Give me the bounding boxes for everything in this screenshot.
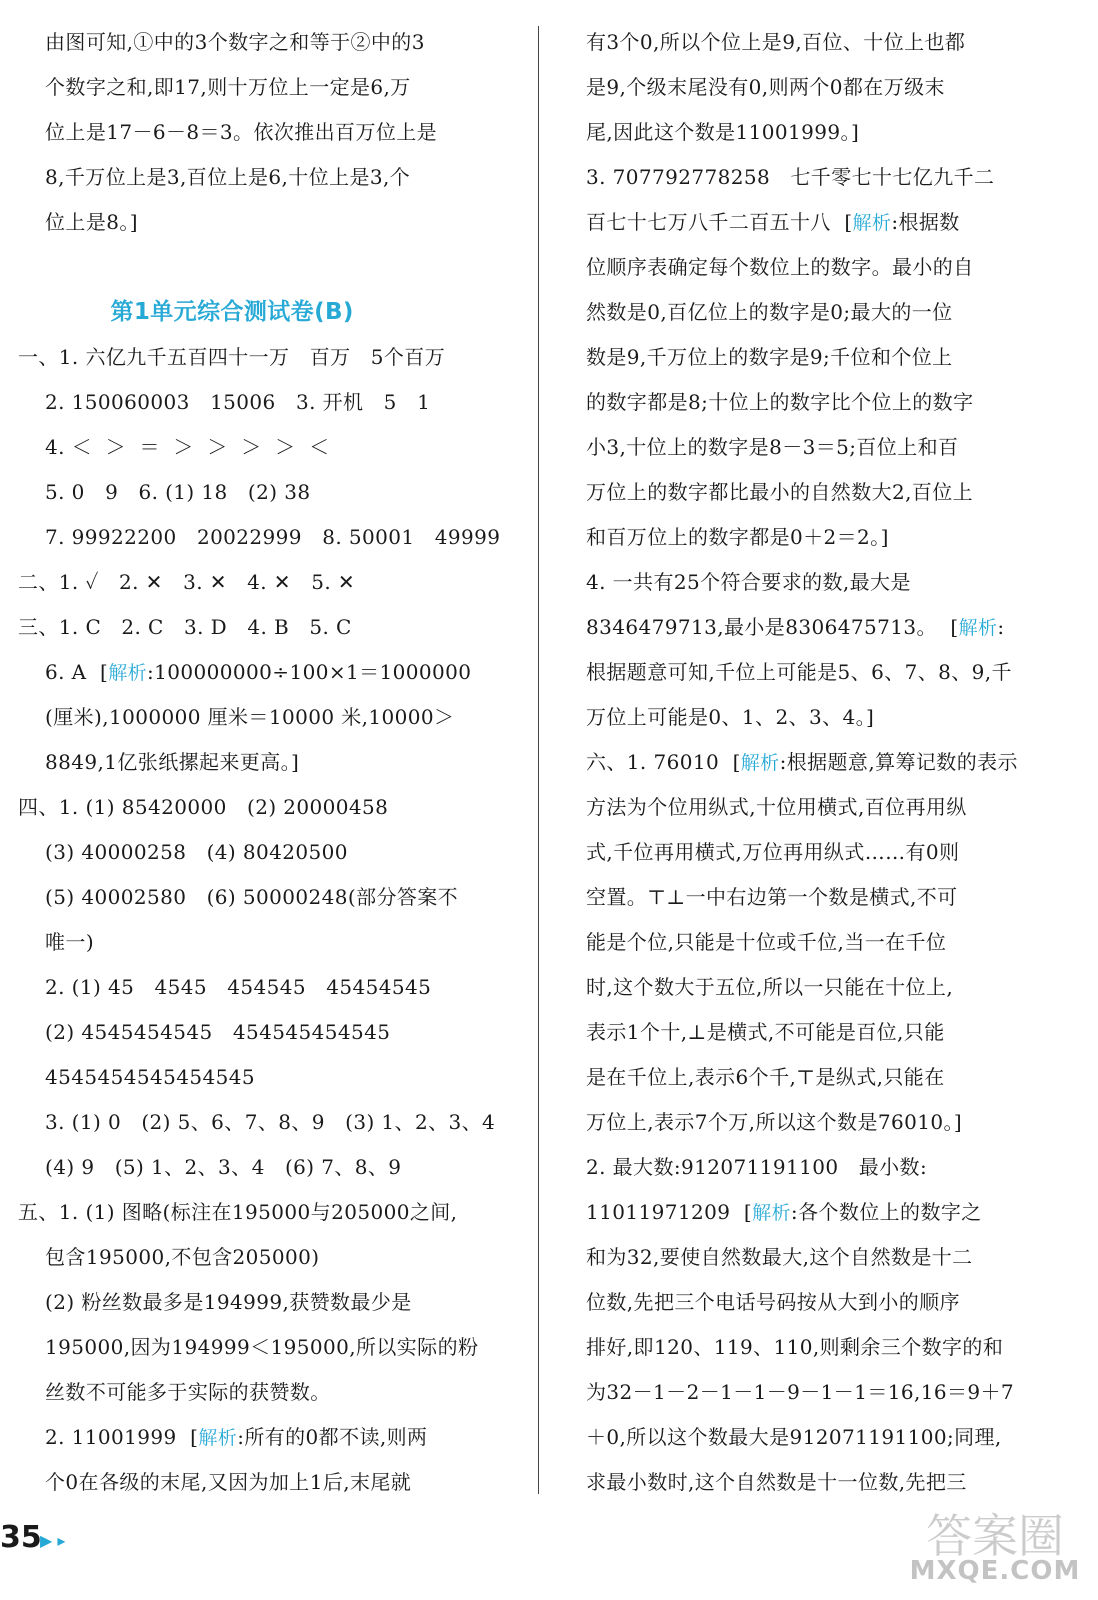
text-line: 195000,因为194999＜195000,所以实际的粉 <box>18 1335 479 1359</box>
text-line: 求最小数时,这个自然数是十一位数,先把三 <box>586 1470 967 1494</box>
text-line: 2. (1) 45 4545 454545 45454545 <box>18 975 432 999</box>
text-line <box>586 740 1066 785</box>
text-line: 和百万位上的数字都是0＋2＝2。] <box>586 525 889 549</box>
text-line: 个0在各级的末尾,又因为加上1后,末尾就 <box>18 1470 412 1494</box>
text-line: 小3,十位上的数字是8－3＝5;百位上和百 <box>586 435 959 459</box>
text-line: 有3个0,所以个位上是9,百位、十位上也都 <box>586 30 966 54</box>
text-line: 和为32,要使自然数最大,这个自然数是十二 <box>586 1245 973 1269</box>
watermark-logo: 答案圈 <box>926 1509 1064 1563</box>
analysis-label: 解析 <box>852 212 892 234</box>
line-text: 11011971209 [ <box>586 1200 753 1224</box>
line-text: :根据数 <box>891 210 960 234</box>
section-title: 第1单元综合测试卷(B) <box>18 299 354 325</box>
column-divider <box>538 26 539 1494</box>
analysis-label: 解析 <box>752 1202 791 1224</box>
text-line <box>586 1190 1066 1235</box>
text-line <box>586 605 1066 650</box>
analysis-label: 解析 <box>198 1427 238 1449</box>
text-line: 8,千万位上是3,百位上是6,十位上是3,个 <box>18 165 411 189</box>
text-line: ＋0,所以这个数最大是912071191100;同理, <box>586 1425 1002 1449</box>
analysis-label: 解析 <box>958 617 998 639</box>
text-line: 丝数不可能多于实际的获赞数。 <box>18 1380 331 1404</box>
text-line: 8849,1亿张纸摞起来更高。] <box>18 750 300 774</box>
text-line: 五、1. (1) 图略(标注在195000与205000之间, <box>18 1200 458 1224</box>
text-line: 5. 0 9 6. (1) 18 (2) 38 <box>18 480 311 504</box>
line-text: 2. 11001999 [ <box>18 1425 199 1449</box>
text-line: 位顺序表确定每个数位上的数字。最小的自 <box>586 255 974 279</box>
text-line: 位上是17－6－8＝3。依次推出百万位上是 <box>18 120 438 144</box>
text-line <box>18 1415 518 1460</box>
text-line: 根据题意可知,千位上可能是5、6、7、8、9,千 <box>586 660 1012 684</box>
text-line: 表示1个十,⊥是横式,不可能是百位,只能 <box>586 1020 945 1044</box>
text-line: 是在千位上,表示6个千,⊤是纵式,只能在 <box>586 1065 945 1089</box>
text-line: 唯一) <box>18 930 95 954</box>
page-number: 35 <box>0 1520 42 1555</box>
text-line: 个数字之和,即17,则十万位上一定是6,万 <box>18 75 411 99</box>
analysis-label: 解析 <box>740 752 780 774</box>
text-line <box>18 650 518 695</box>
right-column <box>586 20 1066 1505</box>
text-line: (2) 4545454545 454545454545 <box>18 1020 391 1044</box>
text-line: (厘米),1000000 厘米＝10000 米,10000＞ <box>18 705 455 729</box>
text-line: 空置。⊤⊥一中右边第一个数是横式,不可 <box>586 885 958 909</box>
text-line: 式,千位再用横式,万位再用纵式……有0则 <box>586 840 960 864</box>
text-line: 3. (1) 0 (2) 5、6、7、8、9 (3) 1、2、3、4 <box>18 1110 496 1134</box>
line-text: 8346479713,最小是8306475713。 [ <box>586 615 959 639</box>
watermark-url: MXQE.COM <box>909 1556 1081 1586</box>
text-line: 万位上的数字都比最小的自然数大2,百位上 <box>586 480 974 504</box>
text-line: 由图可知,①中的3个数字之和等于②中的3 <box>18 30 425 54</box>
text-line: 数是9,千万位上的数字是9;千位和个位上 <box>586 345 953 369</box>
line-text: :100000000÷100×1＝1000000 <box>147 660 472 684</box>
text-line: 位上是8。] <box>18 210 138 234</box>
page-arrows-icon: ▶ ▸ <box>40 1531 66 1550</box>
text-line: 4. 一共有25个符合要求的数,最大是 <box>586 570 911 594</box>
line-text: 六、1. 76010 [ <box>586 750 741 774</box>
line-text: 6. A [ <box>18 660 109 684</box>
line-text: :所有的0都不读,则两 <box>237 1425 428 1449</box>
text-line: 2. 最大数:912071191100 最小数: <box>586 1155 928 1179</box>
text-line: 7. 99922200 20022999 8. 50001 49999 <box>18 525 501 549</box>
text-line: 是9,个级末尾没有0,则两个0都在万级末 <box>586 75 945 99</box>
line-text: :根据题意,算筹记数的表示 <box>779 750 1018 774</box>
text-line: 万位上可能是0、1、2、3、4。] <box>586 705 875 729</box>
text-line: (4) 9 (5) 1、2、3、4 (6) 7、8、9 <box>18 1155 402 1179</box>
text-line <box>586 200 1066 245</box>
text-line: 万位上,表示7个万,所以这个数是76010。] <box>586 1110 963 1134</box>
text-line: 为32－1－2－1－1－9－1－1＝16,16＝9＋7 <box>586 1380 1015 1404</box>
left-column <box>18 20 518 1505</box>
text-line: 一、1. 六亿九千五百四十一万 百万 5个百万 <box>18 345 446 369</box>
text-line: 排好,即120、119、110,则剩余三个数字的和 <box>586 1335 1004 1359</box>
text-line: 时,这个数大于五位,所以一只能在十位上, <box>586 975 954 999</box>
analysis-label: 解析 <box>108 662 148 684</box>
text-line: 四、1. (1) 85420000 (2) 20000458 <box>18 795 389 819</box>
text-line: 三、1. C 2. C 3. D 4. B 5. C <box>18 615 352 639</box>
line-text: :各个数位上的数字之 <box>790 1200 982 1224</box>
text-line: 2. 150060003 15006 3. 开机 5 1 <box>18 390 431 414</box>
text-line: (5) 40002580 (6) 50000248(部分答案不 <box>18 885 459 909</box>
text-line: 的数字都是8;十位上的数字比个位上的数字 <box>586 390 974 414</box>
text-line: 然数是0,百亿位上的数字是0;最大的一位 <box>586 300 953 324</box>
text-line: 方法为个位用纵式,十位用横式,百位再用纵 <box>586 795 967 819</box>
watermark <box>900 1500 1090 1595</box>
text-line: (3) 40000258 (4) 80420500 <box>18 840 348 864</box>
text-line <box>18 245 518 290</box>
text-line: 3. 707792778258 七千零七十七亿九千二 <box>586 165 995 189</box>
text-line: 尾,因此这个数是11001999。] <box>586 120 860 144</box>
text-line: 位数,先把三个电话号码按从大到小的顺序 <box>586 1290 960 1314</box>
text-line: 包含195000,不包含205000) <box>18 1245 320 1269</box>
text-line: 能是个位,只能是十位或千位,当一在千位 <box>586 930 947 954</box>
text-line: 4. ＜ ＞ ＝ ＞ ＞ ＞ ＞ ＜ <box>18 435 330 459</box>
line-text: 百七十七万八千二百五十八 [ <box>586 210 853 234</box>
text-line: (2) 粉丝数最多是194999,获赞数最少是 <box>18 1290 412 1314</box>
text-line: 4545454545454545 <box>18 1065 256 1089</box>
text-line: 二、1. ✓ 2. ✕ 3. ✕ 4. ✕ 5. ✕ <box>18 570 356 594</box>
line-text: : <box>997 615 1005 639</box>
